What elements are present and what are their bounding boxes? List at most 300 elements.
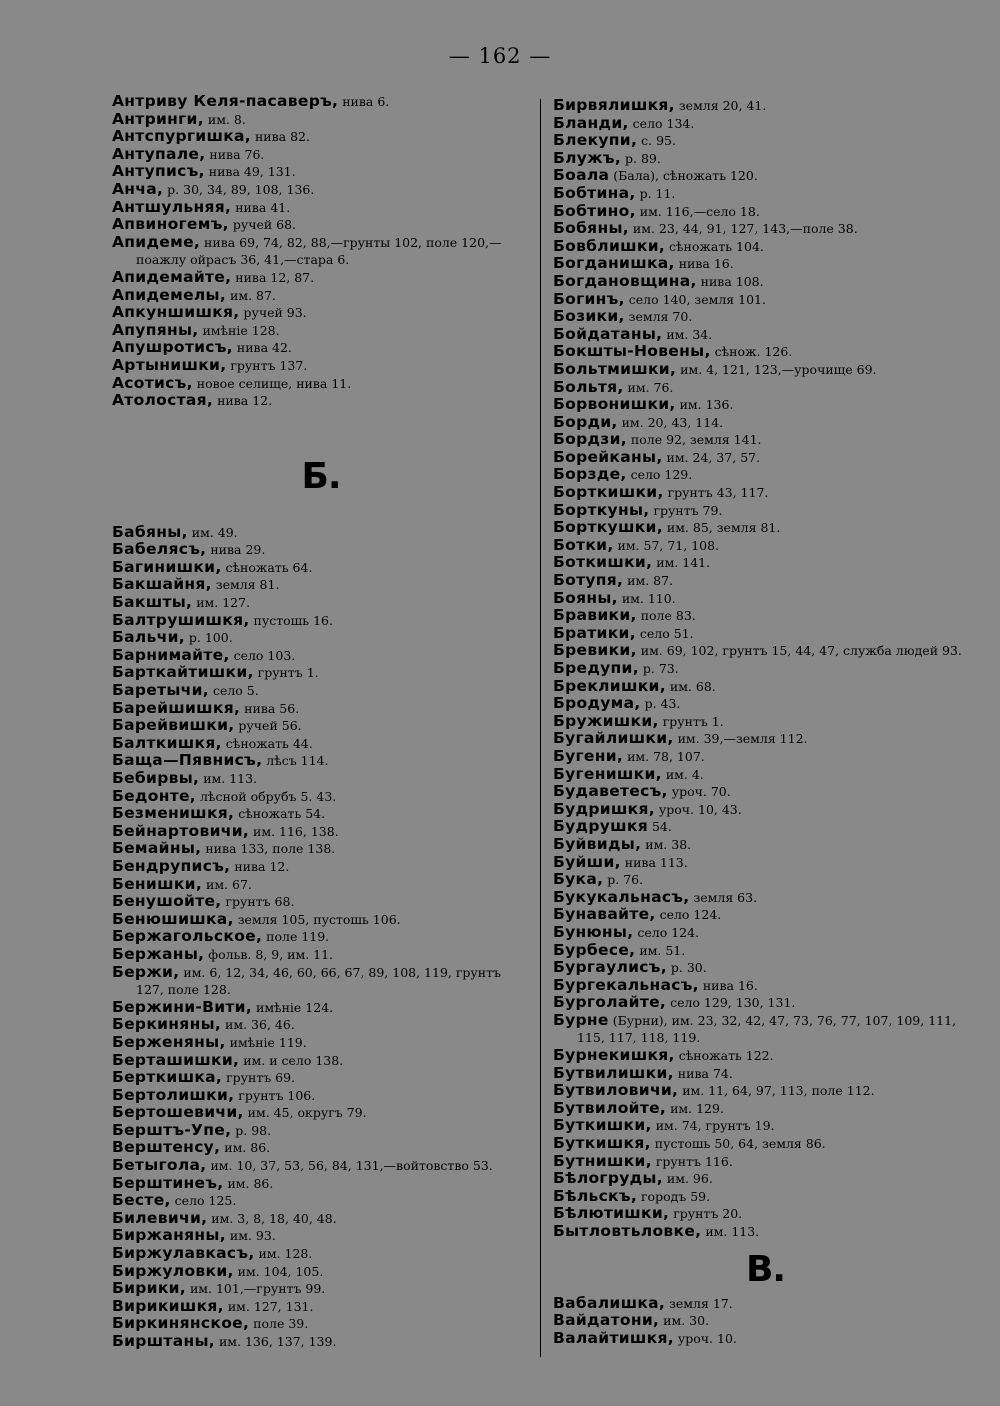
entry-headword: Бутвиловичи, (553, 1082, 679, 1100)
entry-references: р. 30. (666, 960, 707, 976)
entry-headword: Борейканы, (553, 448, 663, 466)
index-entry (553, 959, 978, 977)
index-entry (112, 1192, 530, 1210)
entry-headword: Бутнишки, (553, 1152, 652, 1170)
entry-headword: Берштъ-Упе, (112, 1121, 232, 1139)
index-entry (112, 357, 530, 375)
entry-references: им. 10, 37, 53, 56, 84, 131,—войтовство 53. (206, 1158, 493, 1174)
index-entry (112, 1298, 530, 1316)
index-entry (112, 375, 530, 393)
entry-headword: Биржуловки, (112, 1262, 234, 1280)
index-entry (553, 132, 978, 150)
index-entry (553, 1295, 978, 1313)
entry-references: им. 86. (220, 1140, 271, 1156)
index-entry (112, 1210, 530, 1228)
entry-references: ручей 68. (228, 217, 297, 233)
entry-references: сѣнож. 126. (710, 344, 793, 360)
index-entry (553, 97, 978, 115)
index-entry (553, 1188, 978, 1206)
entry-headword: Бружишки, (553, 712, 659, 730)
entry-references: земля 20, 41. (674, 98, 767, 113)
entry-headword: Бука, (553, 871, 604, 889)
entry-headword: Богданишка, (553, 255, 675, 273)
entry-references: грунтъ 1. (253, 665, 319, 681)
entry-headword: Бержи, (112, 963, 180, 981)
entry-headword: Антринги, (112, 110, 204, 128)
entry-references: пустошь 50, 64, земля 86. (650, 1136, 826, 1152)
index-entry (112, 1052, 530, 1070)
entry-references: им. 136. (675, 397, 734, 413)
index-entry (553, 554, 978, 572)
entry-headword: Барткайтишки, (112, 664, 254, 682)
column-divider (540, 99, 541, 1357)
index-entry (112, 805, 530, 823)
index-entry (112, 823, 530, 841)
entry-references: земля 17. (665, 1295, 733, 1311)
entry-references: им. 104, 105. (233, 1263, 324, 1279)
entry-headword: Бетыгола, (112, 1157, 207, 1175)
entry-headword: Атолостая, (112, 392, 214, 410)
entry-references: городъ 59. (637, 1188, 711, 1204)
index-entry (112, 234, 530, 269)
entry-headword: Апушротисъ, (112, 339, 233, 357)
entry-headword: Ботупя, (553, 572, 624, 590)
entry-headword: Багинишки, (112, 558, 222, 576)
entry-headword: Беркиняны, (112, 1016, 222, 1034)
index-entry (112, 858, 530, 876)
index-entry (112, 269, 530, 287)
entry-references: село 103. (229, 647, 296, 663)
entry-references: уроч. 10. (673, 1330, 737, 1346)
index-entry (112, 322, 530, 340)
index-entry (112, 524, 530, 542)
index-entry (553, 431, 978, 449)
index-entry (112, 664, 530, 682)
entry-references: им. 136, 137, 139. (215, 1334, 337, 1349)
index-entry (553, 1223, 978, 1241)
entry-references: им. 87. (226, 287, 276, 303)
entry-references: земля 70. (624, 309, 693, 325)
index-entry (112, 111, 530, 129)
entry-headword: Борткуны, (553, 501, 650, 519)
entry-headword: Бедонте, (112, 787, 196, 805)
entry-headword: Бравики, (553, 607, 637, 625)
entry-references: имѣніе 119. (225, 1034, 307, 1050)
entry-references: село 124. (655, 907, 722, 923)
entry-headword: Бланди, (553, 114, 629, 132)
entry-references: сѣножать 54. (234, 806, 326, 822)
index-entry (112, 1175, 530, 1193)
entry-references: им. 24, 37, 57. (662, 449, 761, 465)
entry-references: им. 8. (203, 111, 246, 127)
index-entry (553, 607, 978, 625)
entry-headword: Бѣлютишки, (553, 1205, 670, 1223)
entry-references: имѣніе 128. (198, 322, 280, 338)
index-entry (112, 1280, 530, 1298)
section-heading-v: В. (745, 1248, 786, 1290)
index-entry (553, 660, 978, 678)
entry-headword: Антспургишка, (112, 128, 251, 146)
entry-references: им. 85, земля 81. (662, 520, 781, 536)
entry-headword: Бирштаны, (112, 1333, 215, 1350)
entry-headword: Бовблишки, (553, 237, 666, 255)
entry-headword: Бугенишки, (553, 765, 662, 783)
index-entry (553, 678, 978, 696)
entry-references: нива 12. (213, 393, 273, 409)
entry-headword: Бурбесе, (553, 941, 636, 959)
entry-headword: Бояны, (553, 589, 618, 607)
entry-references: им. 23, 44, 91, 127, 143,—поле 38. (628, 221, 858, 237)
index-entry (112, 146, 530, 164)
entry-references: им. и село 138. (239, 1052, 344, 1068)
entry-headword: Бержини-Вити, (112, 998, 253, 1016)
entry-headword: Бунавайте, (553, 906, 656, 924)
entry-headword: Больтя, (553, 378, 624, 396)
entry-references: имѣніе 124. (252, 999, 334, 1015)
entry-references: им. 3, 8, 18, 40, 48. (207, 1210, 337, 1226)
entry-headword: Бертошевичи, (112, 1104, 244, 1122)
entry-references: им. 49. (187, 524, 238, 540)
entry-references: им. 74, грунтъ 19. (651, 1118, 775, 1134)
entry-references: нива 12, 87. (231, 269, 315, 285)
entry-references: нива 6. (338, 94, 390, 109)
entry-headword: Бѣльскъ, (553, 1187, 638, 1205)
entry-headword: Берткишка, (112, 1069, 223, 1087)
entry-headword: Боткишки, (553, 554, 653, 572)
entry-headword: Бирвялишкя, (553, 97, 675, 114)
index-entry (553, 379, 978, 397)
index-entry (112, 1245, 530, 1263)
entry-references: село 124. (633, 924, 700, 940)
entry-references: им. 57, 71, 108. (613, 537, 720, 553)
index-entry (553, 255, 978, 273)
entry-headword: Бейнартовичи, (112, 822, 250, 840)
entry-headword: Бѣлогруды, (553, 1170, 663, 1188)
entry-headword: Бемайны, (112, 840, 202, 858)
index-entry (112, 1139, 530, 1157)
entry-references: нива 69, 74, 82, 88,—грунты 102, поле 120,—поажлу ойрасъ 36, 41,—стара 6. (136, 234, 502, 268)
index-entry (553, 308, 978, 326)
entry-references: земля 81. (211, 577, 280, 593)
entry-headword: Буйвиды, (553, 835, 642, 853)
entry-references: новое селище, нива 11. (192, 375, 352, 391)
entry-references: р. 98. (231, 1122, 272, 1138)
index-entry (553, 1082, 978, 1100)
entry-headword: Будришкя, (553, 800, 655, 818)
entry-headword: Бойдатаны, (553, 325, 663, 343)
entry-references: им. 20, 43, 114. (617, 414, 724, 430)
entry-headword: Богдановщина, (553, 272, 697, 290)
index-entry (112, 1333, 530, 1351)
index-entry (112, 1263, 530, 1281)
index-entry (112, 216, 530, 234)
entry-headword: Блужъ, (553, 149, 622, 167)
entry-references: нива 76. (205, 146, 265, 162)
entry-references: с. 95. (637, 133, 676, 149)
entry-references: нива 16. (674, 256, 734, 272)
entry-references: (Бала), сѣножать 120. (609, 168, 758, 184)
entry-headword: Борзде, (553, 466, 627, 484)
index-entry (553, 871, 978, 889)
entry-list-b-cont (553, 97, 978, 1241)
entry-headword: Асотисъ, (112, 374, 193, 392)
entry-headword: Бредупи, (553, 660, 639, 677)
index-entry (553, 924, 978, 942)
entry-headword: Бобтино, (553, 202, 636, 220)
entry-headword: Бурне (553, 1011, 609, 1029)
index-entry (112, 1034, 530, 1052)
entry-references: лѣсной обрубъ 5. 43. (196, 788, 337, 804)
entry-references: ручей 93. (239, 305, 307, 321)
entry-headword: Апвиногемъ, (112, 216, 229, 234)
index-entry (112, 876, 530, 894)
index-entry (553, 1135, 978, 1153)
entry-references: им. 86. (223, 1175, 274, 1191)
index-entry (553, 1065, 978, 1083)
entry-references: им. 34. (662, 326, 713, 342)
index-entry (112, 735, 530, 753)
index-entry (553, 572, 978, 590)
index-entry (553, 115, 978, 133)
index-entry (112, 946, 530, 964)
entry-references: им. 4, 121, 123,—урочище 69. (676, 361, 877, 377)
entry-headword: Барейшишкя, (112, 699, 241, 717)
index-entry (112, 1227, 530, 1245)
entry-headword: Блекупи, (553, 132, 638, 150)
entry-references: село 134. (628, 115, 695, 131)
entry-headword: Балткишкя, (112, 734, 222, 752)
entry-references: поле 39. (249, 1316, 309, 1332)
index-entry (553, 519, 978, 537)
entry-references: грунтъ 137. (226, 357, 308, 373)
entry-references: р. 76. (603, 872, 644, 888)
index-entry (553, 414, 978, 432)
entry-references: нива 108. (696, 273, 764, 289)
entry-headword: Борткушки, (553, 519, 663, 537)
index-entry (553, 1153, 978, 1171)
entry-references: им. 67. (202, 876, 252, 892)
index-entry (553, 1012, 978, 1047)
entry-references: им. 116, 138. (249, 823, 339, 839)
entry-references: грунтъ 69. (222, 1070, 296, 1086)
entry-headword: Бебирвы, (112, 770, 200, 787)
entry-headword: Антупале, (112, 145, 206, 163)
entry-references: нива 113. (620, 854, 688, 870)
entry-headword: Бержагольское, (112, 928, 263, 946)
entry-headword: Бирики, (112, 1280, 186, 1298)
entry-references: им. 45, округъ 79. (243, 1105, 367, 1121)
entry-headword: Артынишки, (112, 356, 227, 374)
index-entry (112, 339, 530, 357)
index-entry (112, 1087, 530, 1105)
entry-headword: Антшульняя, (112, 198, 232, 216)
entry-headword: Бабелясъ, (112, 541, 207, 559)
right-column (553, 97, 978, 1347)
index-entry (553, 1330, 978, 1348)
index-entry (553, 220, 978, 238)
entry-headword: Барейвишки, (112, 717, 235, 735)
index-entry (553, 695, 978, 713)
entry-references: грунтъ 68. (221, 894, 295, 910)
entry-headword: Борди, (553, 413, 618, 431)
entry-references: им. 30. (659, 1313, 710, 1329)
entry-headword: Бержаны, (112, 945, 205, 963)
index-entry (112, 682, 530, 700)
entry-references: село 125. (170, 1193, 237, 1209)
entry-references: им. 96. (662, 1171, 713, 1187)
entry-references: им. 38. (641, 836, 692, 852)
entry-references: им. 128. (254, 1246, 313, 1262)
entry-headword: Берженяны, (112, 1033, 226, 1051)
index-entry (112, 788, 530, 806)
index-entry (553, 484, 978, 502)
entry-headword: Вабалишка, (553, 1294, 666, 1312)
index-entry (553, 537, 978, 555)
entry-references: им. 93. (225, 1228, 276, 1244)
index-entry (553, 1047, 978, 1065)
entry-references: уроч. 10, 43. (654, 801, 742, 817)
entry-references: им. 68. (665, 678, 716, 694)
entry-list-a (112, 93, 530, 410)
entry-references: пустошь 16. (249, 612, 333, 628)
entry-headword: Бобтина, (553, 184, 636, 202)
entry-headword: Биржаняны, (112, 1227, 226, 1245)
entry-headword: Бордзи, (553, 431, 627, 449)
entry-references: им. 78, 107. (623, 748, 705, 764)
index-entry (112, 999, 530, 1017)
entry-references: земля 63. (689, 889, 758, 905)
entry-references: им. 116,—село 18. (635, 203, 760, 219)
entry-references: р. 100. (184, 630, 233, 646)
entry-headword: Баретычи, (112, 682, 209, 700)
index-entry (553, 326, 978, 344)
index-entry (112, 1122, 530, 1140)
entry-headword: Бакшайня, (112, 576, 212, 594)
entry-headword: Апидемайте, (112, 268, 232, 286)
entry-headword: Бертолишки, (112, 1086, 235, 1104)
entry-references: лѣсъ 114. (262, 753, 329, 769)
entry-references: им. 127, 131. (223, 1298, 314, 1314)
entry-headword: Ботки, (553, 536, 614, 554)
entry-references: нива 29. (206, 542, 266, 558)
entry-headword: Бытловтьловке, (553, 1223, 702, 1240)
index-entry (112, 647, 530, 665)
entry-headword: Бабяны, (112, 523, 188, 541)
entry-references: нива 49, 131. (204, 164, 296, 180)
index-entry (112, 1016, 530, 1034)
index-entry (112, 700, 530, 718)
index-entry (553, 854, 978, 872)
entry-references: грунтъ 116. (651, 1153, 733, 1169)
entry-references: грунтъ 1. (658, 713, 724, 729)
index-entry (553, 801, 978, 819)
entry-headword: Антриву Келя-пасаверъ, (112, 93, 339, 110)
entry-headword: Больтмишки, (553, 360, 677, 378)
index-entry (112, 752, 530, 770)
index-entry (112, 612, 530, 630)
entry-headword: Букукальнасъ, (553, 888, 690, 906)
entry-headword: Богинъ, (553, 290, 625, 308)
entry-references: грунтъ 106. (234, 1087, 316, 1103)
entry-headword: Борвонишки, (553, 396, 676, 414)
entry-headword: Бенюшишка, (112, 910, 234, 928)
entry-references: р. 73. (638, 661, 679, 676)
entry-headword: Бальчи, (112, 629, 185, 647)
entry-references: грунтъ 20. (669, 1206, 743, 1222)
entry-references: им. 36, 46. (221, 1017, 295, 1033)
entry-headword: Бесте, (112, 1192, 171, 1210)
index-entry (553, 977, 978, 995)
entry-references: им. 76. (623, 379, 674, 395)
entry-references: им. 11, 64, 97, 113, поле 112. (678, 1083, 875, 1099)
index-entry (112, 163, 530, 181)
entry-references: село 140, земля 101. (624, 291, 766, 307)
entry-headword: Валайтишкя, (553, 1329, 674, 1347)
index-entry (112, 770, 530, 788)
entry-references: им. 6, 12, 34, 46, 60, 66, 67, 89, 108, 119, грунтъ 127, поле 128. (136, 964, 501, 998)
index-entry (112, 1315, 530, 1333)
index-entry (112, 541, 530, 559)
index-entry (553, 343, 978, 361)
entry-headword: Безменишкя, (112, 805, 235, 823)
entry-headword: Апидемелы, (112, 286, 227, 304)
index-entry (112, 576, 530, 594)
entry-headword: Вайдатони, (553, 1312, 660, 1330)
index-entry (112, 893, 530, 911)
index-entry (553, 502, 978, 520)
entry-headword: Апидеме, (112, 233, 201, 251)
entry-headword: Буткишкя, (553, 1135, 651, 1153)
entry-headword: Верштенсу, (112, 1139, 221, 1157)
index-entry (553, 906, 978, 924)
index-entry (553, 889, 978, 907)
index-entry (553, 783, 978, 801)
entry-references: грунтъ 43, 117. (663, 485, 769, 501)
index-entry (112, 559, 530, 577)
index-entry (112, 717, 530, 735)
index-entry (553, 1312, 978, 1330)
entry-references: им. 129. (666, 1100, 724, 1116)
entry-headword: Апкуншишкя, (112, 304, 240, 322)
index-entry (112, 1157, 530, 1175)
entry-headword: Бургекальнасъ, (553, 976, 699, 994)
entry-references: р. 43. (640, 696, 681, 712)
entry-references: им. 113. (701, 1224, 760, 1239)
index-entry (553, 766, 978, 784)
index-entry (553, 836, 978, 854)
entry-headword: Бакшты, (112, 594, 193, 612)
index-entry (112, 629, 530, 647)
index-entry (112, 1104, 530, 1122)
entry-references: сѣножать 44. (221, 735, 313, 751)
entry-headword: Бурнекишкя, (553, 1047, 675, 1065)
entry-references: им. 4. (661, 766, 704, 782)
entry-headword: Будаветесъ, (553, 783, 668, 801)
index-entry (553, 396, 978, 414)
index-entry (553, 818, 978, 836)
index-entry (553, 625, 978, 643)
entry-headword: Вирикишкя, (112, 1297, 224, 1315)
index-entry (553, 1117, 978, 1135)
entry-headword: Бенушойте, (112, 893, 222, 911)
index-entry (553, 713, 978, 731)
entry-references: нива 41. (231, 199, 291, 215)
entry-headword: Баща—Пявнисъ, (112, 752, 263, 770)
entry-headword: Берштинеъ, (112, 1174, 224, 1192)
entry-headword: Будрушкя (553, 818, 648, 836)
index-entry (112, 840, 530, 858)
entry-headword: Бендруписъ, (112, 857, 231, 875)
